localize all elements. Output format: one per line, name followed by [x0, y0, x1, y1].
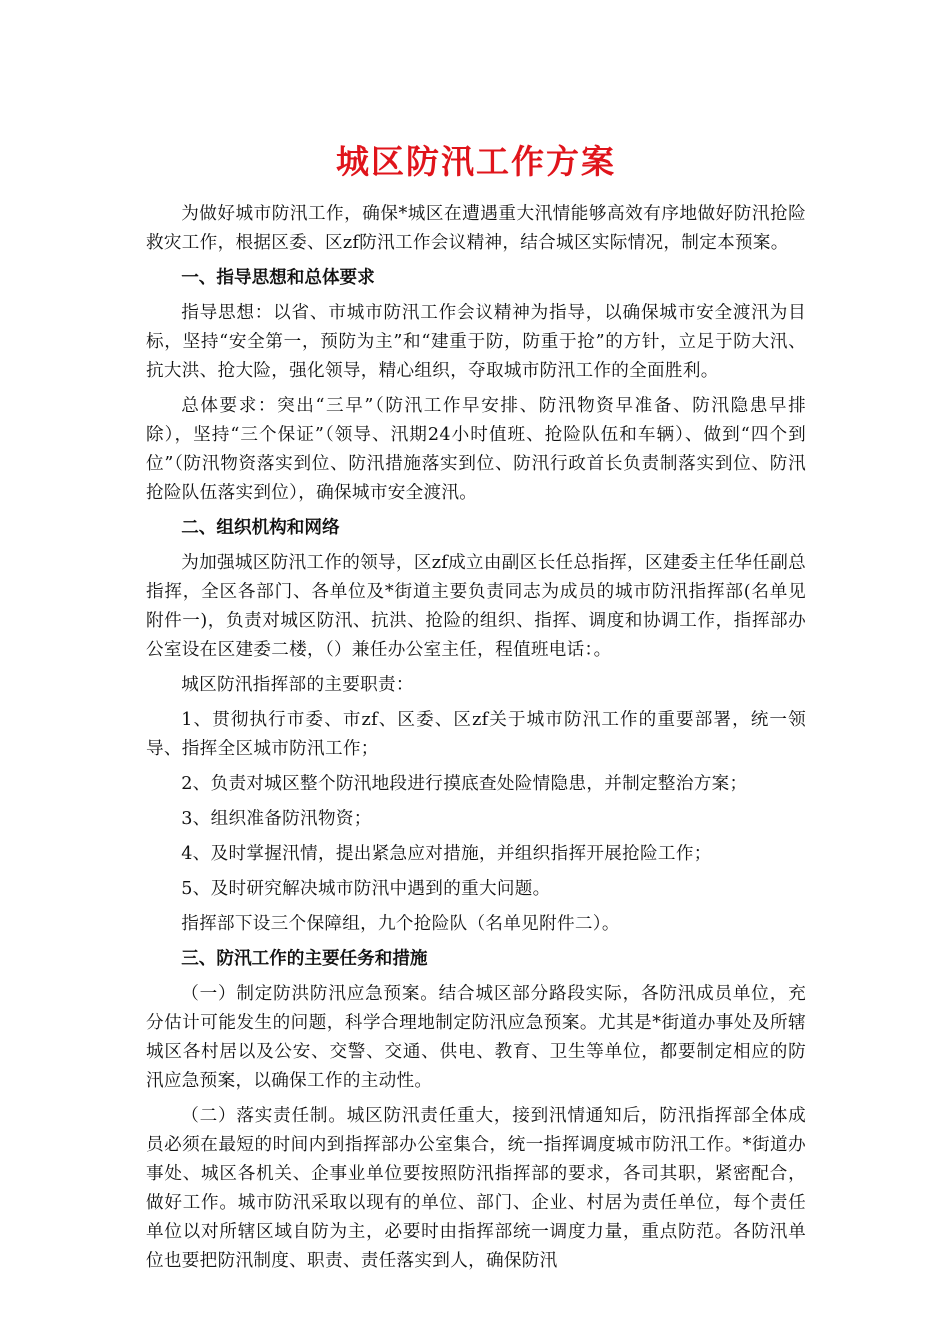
task-paragraph-2: （二）落实责任制。城区防汛责任重大，接到汛情通知后，防汛指挥部全体成员必须在最短的时间内到指挥部办公室集合，统一指挥调度城市防汛工作。*街道办事处、城区各机关、企事业单位要按照防汛指挥部的要求，各司其职，紧密配合，做好工作。城市防汛采取以现有的单位、部门、企业、村居为责任单位，每个责任单位以对所辖区域自防为主，必要时由指挥部统一调度力量，重点防范。各防汛单位也要把防汛制度、职责、责任落实到人，确保防汛 — [146, 1106, 806, 1271]
document-title: 城区防汛工作方案 — [336, 142, 616, 181]
intro-paragraph: 为做好城市防汛工作，确保*城区在遭遇重大汛情能够高效有序地做好防汛抢险救灾工作，根据区委、区zf防汛工作会议精神，结合城区实际情况，制定本预案。 — [146, 204, 806, 253]
duty-item-4: 4、及时掌握汛情，提出紧急应对措施，并组织指挥开展抢险工作； — [181, 844, 712, 864]
teams-paragraph: 指挥部下设三个保障组，九个抢险队（名单见附件二）。 — [181, 914, 620, 934]
duty-item-1: 1、贯彻执行市委、市zf、区委、区zf关于城市防汛工作的重要部署，统一领导、指挥全区城市防汛工作； — [146, 710, 806, 759]
organization-paragraph: 为加强城区防汛工作的领导，区zf成立由副区长任总指挥，区建委主任华任副总指挥，全区各部门、各单位及*街道主要负责同志为成员的城市防汛指挥部(名单见附件一)，负责对城区防汛、抗洪、抢险的组织、指挥、调度和协调工作，指挥部办公室设在区建委二楼，（）兼任办公室主任，程值班电话：。 — [146, 553, 806, 660]
section-heading-2: 二、组织机构和网络 — [181, 518, 340, 538]
duty-item-5: 5、及时研究解决城市防汛中遇到的重大问题。 — [181, 879, 551, 899]
overall-requirements-paragraph: 总体要求：突出“三早”（防汛工作早安排、防汛物资早准备、防汛隐患早排除），坚持“三个保证”（领导、汛期24小时值班、抢险队伍和车辆）、做到“四个到位”（防汛物资落实到位、防汛措施落实到位、防汛行政首长负责制落实到位、防汛抢险队伍落实到位），确保城市安全渡汛。 — [146, 396, 806, 503]
duties-intro-paragraph: 城区防汛指挥部的主要职责： — [181, 675, 414, 695]
section-heading-1: 一、指导思想和总体要求 — [181, 268, 375, 288]
duty-item-3: 3、组织准备防汛物资； — [181, 809, 372, 829]
document-page — [146, 130, 806, 1282]
duty-item-2: 2、负责对城区整个防汛地段进行摸底查处险情隐患，并制定整治方案； — [181, 774, 748, 794]
task-paragraph-1: （一）制定防洪防汛应急预案。结合城区部分路段实际，各防汛成员单位，充分估计可能发生的问题，科学合理地制定防汛应急预案。尤其是*街道办事处及所辖城区各村居以及公安、交警、交通、供电、教育、卫生等单位，都要制定相应的防汛应急预案，以确保工作的主动性。 — [146, 984, 806, 1091]
section-heading-3: 三、防汛工作的主要任务和措施 — [181, 949, 428, 969]
guiding-ideology-paragraph: 指导思想：以省、市城市防汛工作会议精神为指导，以确保城市安全渡汛为目标，坚持“安全第一，预防为主”和“建重于防，防重于抢”的方针，立足于防大汛、抗大洪、抢大险，强化领导，精心组织，夺取城市防汛工作的全面胜利。 — [146, 303, 806, 381]
